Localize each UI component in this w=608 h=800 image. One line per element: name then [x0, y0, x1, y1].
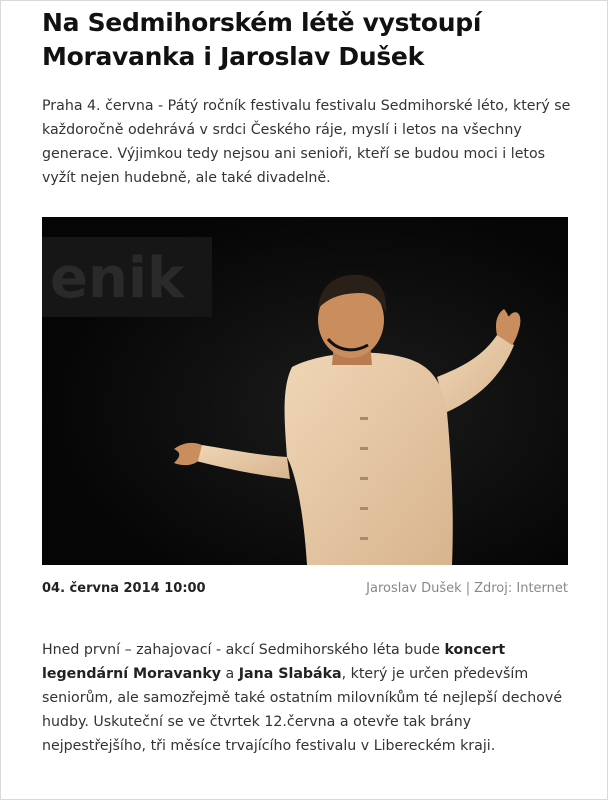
article-title: Na Sedmihorském létě vystoupí Moravanka i Jaroslav Dušek: [42, 8, 482, 71]
article-photo[interactable]: [42, 217, 568, 565]
body-bold-2: Jana Slabáka: [238, 666, 342, 682]
body-bold-1: koncert legendární Moravanky: [42, 642, 506, 682]
caption-separator: |: [465, 581, 471, 596]
photo-caption: [366, 581, 568, 596]
caption-source: Zdroj: Internet: [474, 581, 568, 596]
photo-illustration: [42, 217, 568, 565]
body-text-2: a: [221, 666, 239, 682]
article-lead: Praha 4. června - Pátý ročník festivalu festivalu Sedmihorské léto, který se každoročně odehrává v srdci Českého ráje, myslí i letos na všechny generace. Výjimkou tedy nejsou ani senioři, kteří se budou moci i letos vyžít nejen hudebně, ale také divadelně.: [42, 98, 571, 186]
article-body: [42, 638, 572, 758]
article-date: 04. června 2014 10:00: [42, 581, 206, 596]
body-text-3: , který je určen především seniorům, ale samozřejmě také ostatním milovníkům té nejlepší dechové hudby. Uskuteční se ve čtvrtek 12.června a otevře tak brány nejpestřejšího, tři měsíce trvajícího festivalu v Libereckém kraji.: [42, 666, 563, 754]
caption-person: Jaroslav Dušek: [366, 581, 462, 596]
background-sign: enik: [50, 246, 185, 311]
body-text-1: Hned první – zahajovací - akcí Sedmihorského léta bude: [42, 642, 445, 658]
